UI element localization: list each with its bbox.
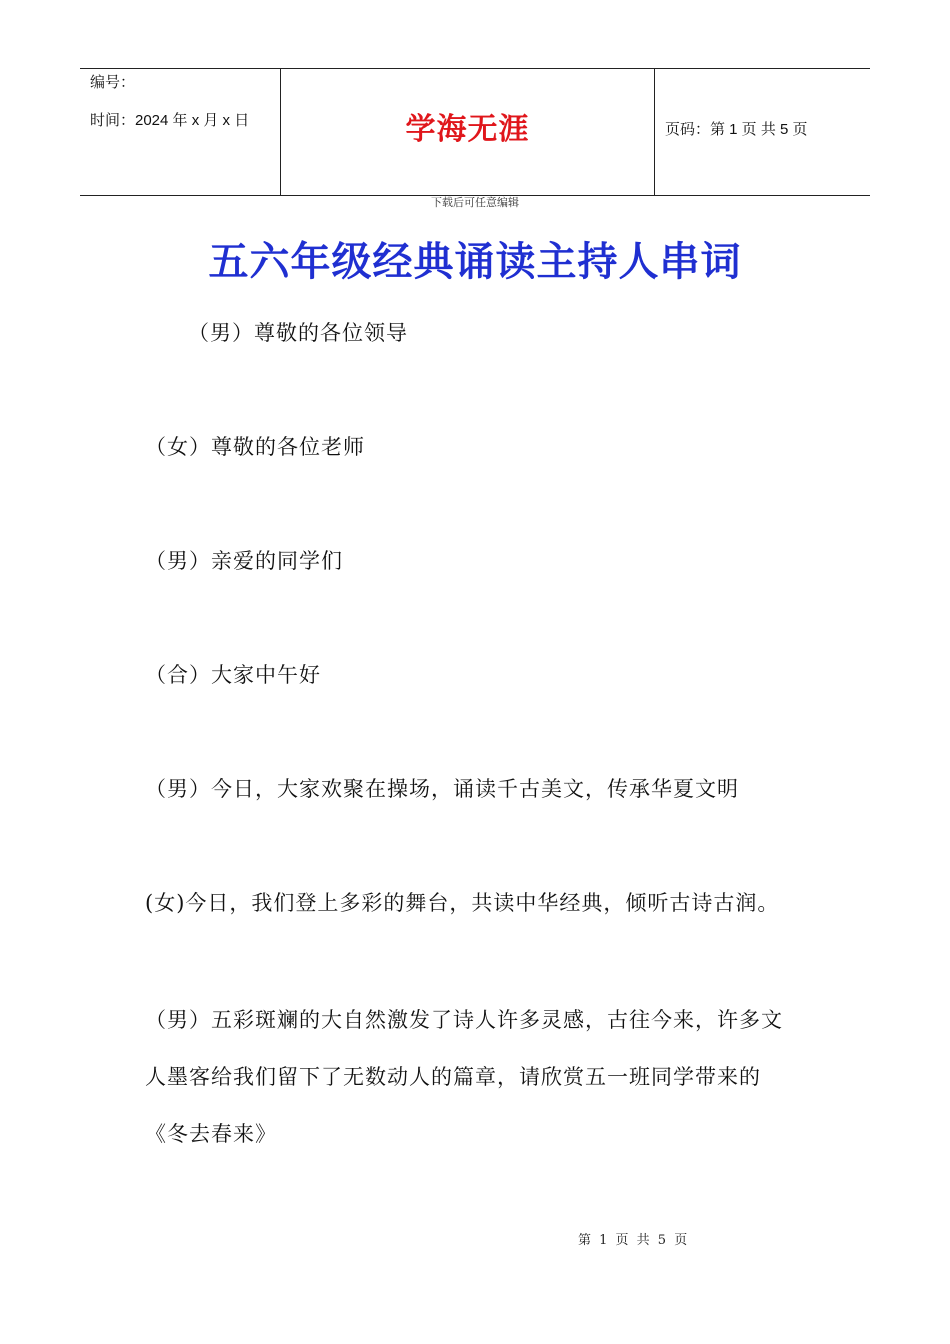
number-label: 编号：	[90, 74, 136, 91]
script-line: （男）亲爱的同学们	[145, 549, 343, 573]
script-line: （合）大家中午好	[145, 663, 321, 687]
header-meta-cell	[80, 69, 281, 195]
script-line: (女)今日，我们登上多彩的舞台，共读中华经典，倾听古诗古润。	[145, 891, 780, 915]
script-line: 人墨客给我们留下了无数动人的篇章，请欣赏五一班同学带来的	[145, 1065, 761, 1089]
script-line: （男）今日，大家欢聚在操场，诵读千古美文，传承华夏文明	[145, 777, 739, 801]
header-brand-cell	[281, 69, 655, 195]
script-line: 《冬去春来》	[145, 1122, 277, 1146]
page-footer: 第 1 页 共 5 页	[578, 1233, 690, 1248]
script-line: （女）尊敬的各位老师	[145, 435, 365, 459]
page-info: 页码：第 1 页 共 5 页	[665, 120, 808, 138]
document-header	[80, 68, 870, 196]
edit-note: 下载后可任意编辑	[431, 196, 519, 209]
document-title: 五六年级经典诵读主持人串词	[208, 238, 742, 285]
time-label: 时间：2024 年 x 月 x 日	[90, 112, 250, 129]
script-line: （男）五彩斑斓的大自然激发了诗人许多灵感，古往今来，许多文	[145, 1008, 783, 1032]
brand-text: 学海无涯	[405, 112, 530, 147]
script-line: （男）尊敬的各位领导	[188, 321, 408, 345]
header-page-cell	[655, 69, 870, 195]
